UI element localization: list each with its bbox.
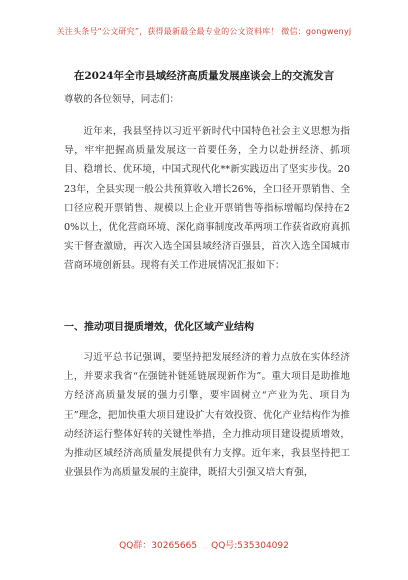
footer-qq-number: QQ号:535304092	[211, 541, 289, 551]
footer-contact	[0, 538, 408, 551]
paragraph-intro: 近年来，我县坚持以习近平新时代中国特色社会主义思想为指导，牢牢把握高质量发展这一首要任务，全力以赴拼经济、抓项目、稳增长、优环境，中国式现代化**新实践迈出了坚实步伐。2023年，全县实现一般公共预算收入增长26%，全口径开票销售、全口径应税开票销售、规模以上企业开票销售等指标增幅均保持在20%以上，优化营商环境、深化商事制度改革两项工作获省政府真抓实干督查激励，再次入选全国县域经济百强县，首次入选全国城市营商环境创新县。现将有关工作进展情况汇报如下：	[64, 126, 350, 272]
paragraph-section-1: 习近平总书记强调，要坚持把发展经济的着力点放在实体经济上，并要求我省“在强链补链延链展现新作为”。重大项目是助推地方经济高质量发展的强力引擎，要牢固树立“产业为先、项目为王”理念，把加快重大项目建设扩大有效投资、优化产业结构作为推动经济运行整体好转的关键性举措，全力推动项目建设提质增效，为推动区域经济高质量发展提供有力支撑。近年来，我县坚持把工业强县作为高质量发展的主旋律，既招大引强又培大育强，	[64, 352, 350, 479]
section-heading-1: 一、推动项目提质增效，优化区域产业结构	[64, 322, 254, 333]
document-title: 在2024年全市县域经济高质量发展座谈会上的交流发言	[73, 70, 335, 82]
footer-qq-group: QQ群：30265665	[119, 541, 198, 551]
header-banner: 关注头条号“公文研究”，获得最新最全最专业的公文资料库！ 微信：gongwenyj	[56, 27, 352, 36]
salutation: 尊敬的各位领导，同志们：	[64, 94, 180, 105]
